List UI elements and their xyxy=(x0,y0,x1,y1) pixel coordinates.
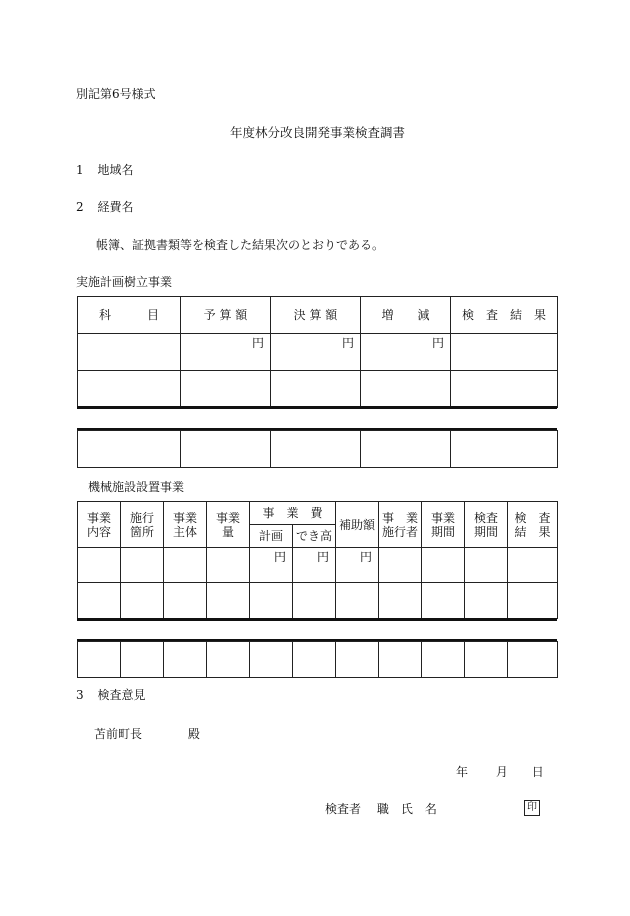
table-cell xyxy=(451,334,558,371)
break-line xyxy=(77,406,557,409)
table-header-row xyxy=(78,502,558,525)
unit-label: 円 xyxy=(336,548,379,583)
item-2 xyxy=(76,198,133,215)
table-cell xyxy=(293,583,336,619)
date-line xyxy=(456,763,544,780)
table-cell xyxy=(451,371,558,408)
item-1-number: 1 xyxy=(76,163,84,177)
addressee xyxy=(94,725,200,742)
section-2-title: 機械施設設置事業 xyxy=(88,480,185,494)
header-cell: 増 減 xyxy=(361,297,451,334)
table-cell xyxy=(181,431,271,468)
item-1 xyxy=(76,161,133,178)
unit-label: 円 xyxy=(361,334,451,371)
table-cell xyxy=(78,548,121,583)
header-cell: でき高 xyxy=(293,525,336,548)
unit-label: 円 xyxy=(293,548,336,583)
table-cell xyxy=(465,583,508,619)
unit-label: 円 xyxy=(181,334,271,371)
table-cell xyxy=(451,431,558,468)
table-row xyxy=(78,334,558,371)
header-cell: 予 算 額 xyxy=(181,297,271,334)
header-cell: 検 査 結 果 xyxy=(451,297,558,334)
page-title: 年度林分改良開発事業検査調書 xyxy=(230,125,406,140)
table-row xyxy=(78,548,558,583)
table-cell xyxy=(164,583,207,619)
header-cell: 検査 期間 xyxy=(465,502,508,548)
table-cell xyxy=(508,583,558,619)
section-2-table xyxy=(77,501,558,619)
break-line xyxy=(77,618,557,621)
statement: 帳簿、証拠書類等を検査した結果次のとおりである。 xyxy=(96,238,385,252)
table-row xyxy=(78,431,558,468)
table-cell xyxy=(250,583,293,619)
table-cell xyxy=(336,642,379,678)
header-cell: 事 業 費 xyxy=(250,502,336,525)
item-2-label: 経費名 xyxy=(97,200,134,214)
table-cell xyxy=(78,431,181,468)
section-1-table xyxy=(77,296,558,408)
section-1-title: 実施計画樹立事業 xyxy=(76,275,173,289)
table-cell xyxy=(121,583,164,619)
table-cell xyxy=(164,642,207,678)
header-cell: 補助額 xyxy=(336,502,379,548)
table-cell xyxy=(361,371,451,408)
inspector-line xyxy=(325,800,437,817)
item-3-label: 検査意見 xyxy=(97,688,146,702)
header-cell: 計画 xyxy=(250,525,293,548)
seal-icon xyxy=(524,799,540,816)
inspector-position: 職 氏 名 xyxy=(376,802,437,816)
table-cell xyxy=(78,334,181,371)
table-cell xyxy=(78,371,181,408)
inspector-label: 検査者 xyxy=(325,802,362,816)
unit-label: 円 xyxy=(250,548,293,583)
table-cell xyxy=(422,548,465,583)
header-cell: 科 目 xyxy=(78,297,181,334)
header-cell: 事業 内容 xyxy=(78,502,121,548)
header-cell: 検 査 結 果 xyxy=(508,502,558,548)
section-1-total-table xyxy=(77,430,558,468)
table-cell xyxy=(207,583,250,619)
addressee-name: 苫前町長 xyxy=(94,727,143,741)
table-cell xyxy=(465,548,508,583)
table-cell xyxy=(508,548,558,583)
table-cell xyxy=(78,583,121,619)
item-3 xyxy=(76,686,145,703)
table-row xyxy=(78,642,558,678)
table-row xyxy=(78,371,558,408)
seal-mark: 印 xyxy=(524,800,540,816)
table-cell xyxy=(207,548,250,583)
table-header-row xyxy=(78,297,558,334)
table-cell xyxy=(78,642,121,678)
table-cell xyxy=(336,583,379,619)
table-cell xyxy=(508,642,558,678)
header-cell: 事業 量 xyxy=(207,502,250,548)
form-number: 別記第6号様式 xyxy=(76,87,156,101)
table-cell xyxy=(164,548,207,583)
date-month: 月 xyxy=(495,765,508,779)
table-cell xyxy=(361,431,451,468)
header-cell: 事 業 施行者 xyxy=(379,502,422,548)
table-cell xyxy=(422,583,465,619)
table-cell xyxy=(121,548,164,583)
addressee-honorific: 殿 xyxy=(187,727,200,741)
table-cell xyxy=(379,642,422,678)
date-day: 日 xyxy=(531,765,544,779)
table-cell xyxy=(379,583,422,619)
header-cell: 決 算 額 xyxy=(271,297,361,334)
item-1-label: 地域名 xyxy=(97,163,134,177)
table-cell xyxy=(121,642,164,678)
unit-label: 円 xyxy=(271,334,361,371)
table-cell xyxy=(379,548,422,583)
item-3-number: 3 xyxy=(76,688,84,702)
table-cell xyxy=(422,642,465,678)
date-year: 年 xyxy=(456,765,469,779)
table-cell xyxy=(293,642,336,678)
item-2-number: 2 xyxy=(76,200,84,214)
header-cell: 施行 箇所 xyxy=(121,502,164,548)
section-2-total-table xyxy=(77,641,558,678)
table-cell xyxy=(465,642,508,678)
table-cell xyxy=(271,431,361,468)
header-cell: 事業 主体 xyxy=(164,502,207,548)
table-cell xyxy=(207,642,250,678)
table-cell xyxy=(181,371,271,408)
table-row xyxy=(78,583,558,619)
header-cell: 事業 期間 xyxy=(422,502,465,548)
table-cell xyxy=(250,642,293,678)
table-cell xyxy=(271,371,361,408)
